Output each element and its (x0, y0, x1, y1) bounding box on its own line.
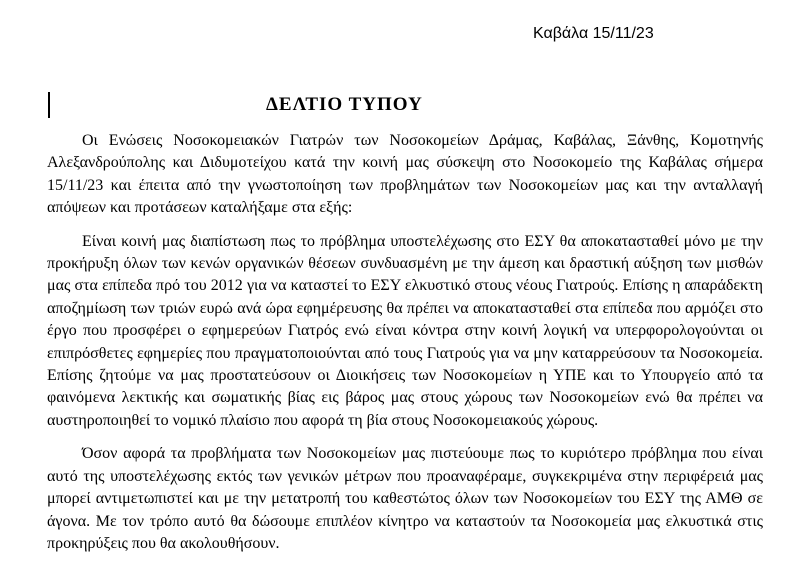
text-cursor (48, 92, 50, 118)
document-body[interactable] (47, 130, 763, 566)
press-release-title: ΔΕΛΤΙΟ ΤΥΠΟΥ (266, 94, 423, 115)
paragraph-intro[interactable]: Οι Ενώσεις Νοσοκομειακών Γιατρών των Νοσοκομείων Δράμας, Καβάλας, Ξάνθης, Κομοτηνής Αλεξανδρούπολης και Διδυμοτείχου κατά την κοινή μας σύσκεψη στο Νοσοκομείο της Καβάλας σήμερα 15/11/23 και έπειτα από την γνωστοποίηση των προβλημάτων των Νοσοκομείων μας και την ανταλλαγή απόψεων και προτάσεων καταλήξαμε στα εξής: (47, 132, 763, 217)
paragraph-common-findings[interactable]: Είναι κοινή μας διαπίστωση πως το πρόβλημα υποστελέχωσης στο ΕΣΥ θα αποκατασταθεί μόνο με την προκήρυξη όλων των κενών οργανικών θέσεων συνδυασμένη με την άμεση και δραστική αύξηση των μισθών μας στα επίπεδα πρό του 2012 για να καταστεί το ΕΣΥ ελκυστικό στους νέους Γιατρούς. Επίσης η απαράδεκτη αποζημίωση των τριών ευρώ ανά ώρα εφημέρευσης θα πρέπει να αποκατασταθεί στα επίπεδα που αρμόζει στο έργο που προσφέρει ο εφημερεύων Γιατρός ενώ είναι κόντρα στην κοινή λογική να υπερφορολογούνται οι επιπρόσθετες εφημερίες που πραγματοποιούνται από τους Γιατρούς για να μην καταρρεύσουν τα Νοσοκομεία. Επίσης ζητούμε να μας προστατεύσουν οι Διοικήσεις των Νοσοκομείων η ΥΠΕ και το Υπουργείο από τα φαινόμενα λεκτικής και σωματικής βίας εις βάρος μας στους χώρους των Νοσοκομείων ενώ θα πρέπει να αυστηροποιηθεί το νομικό πλαίσιο που αφορά τη βία στους Νοσοκομειακούς χώρους. (47, 232, 763, 429)
date-line: Καβάλα 15/11/23 (533, 25, 654, 42)
paragraph-hospital-problems[interactable]: Όσον αφορά τα προβλήματα των Νοσοκομείων μας πιστεύουμε πως το κυριότερο πρόβλημα που είναι αυτό της υποστελέχωσης εκτός των γενικών μέτρων που προαναφέραμε, συγκεκριμένα στην περιφέρειά μας μπορεί αντιμετωπιστεί και με την μετατροπή του καθεστώτος όλων των Νοσοκομείων του ΕΣΥ της ΑΜΘ σε άγονα. Με τον τρόπο αυτό θα δώσουμε επιπλέον κίνητρο να καταστούν τα Νοσοκομεία μας ελκυστικά στις προκηρύξεις που θα ακολουθήσουν. (47, 445, 763, 552)
